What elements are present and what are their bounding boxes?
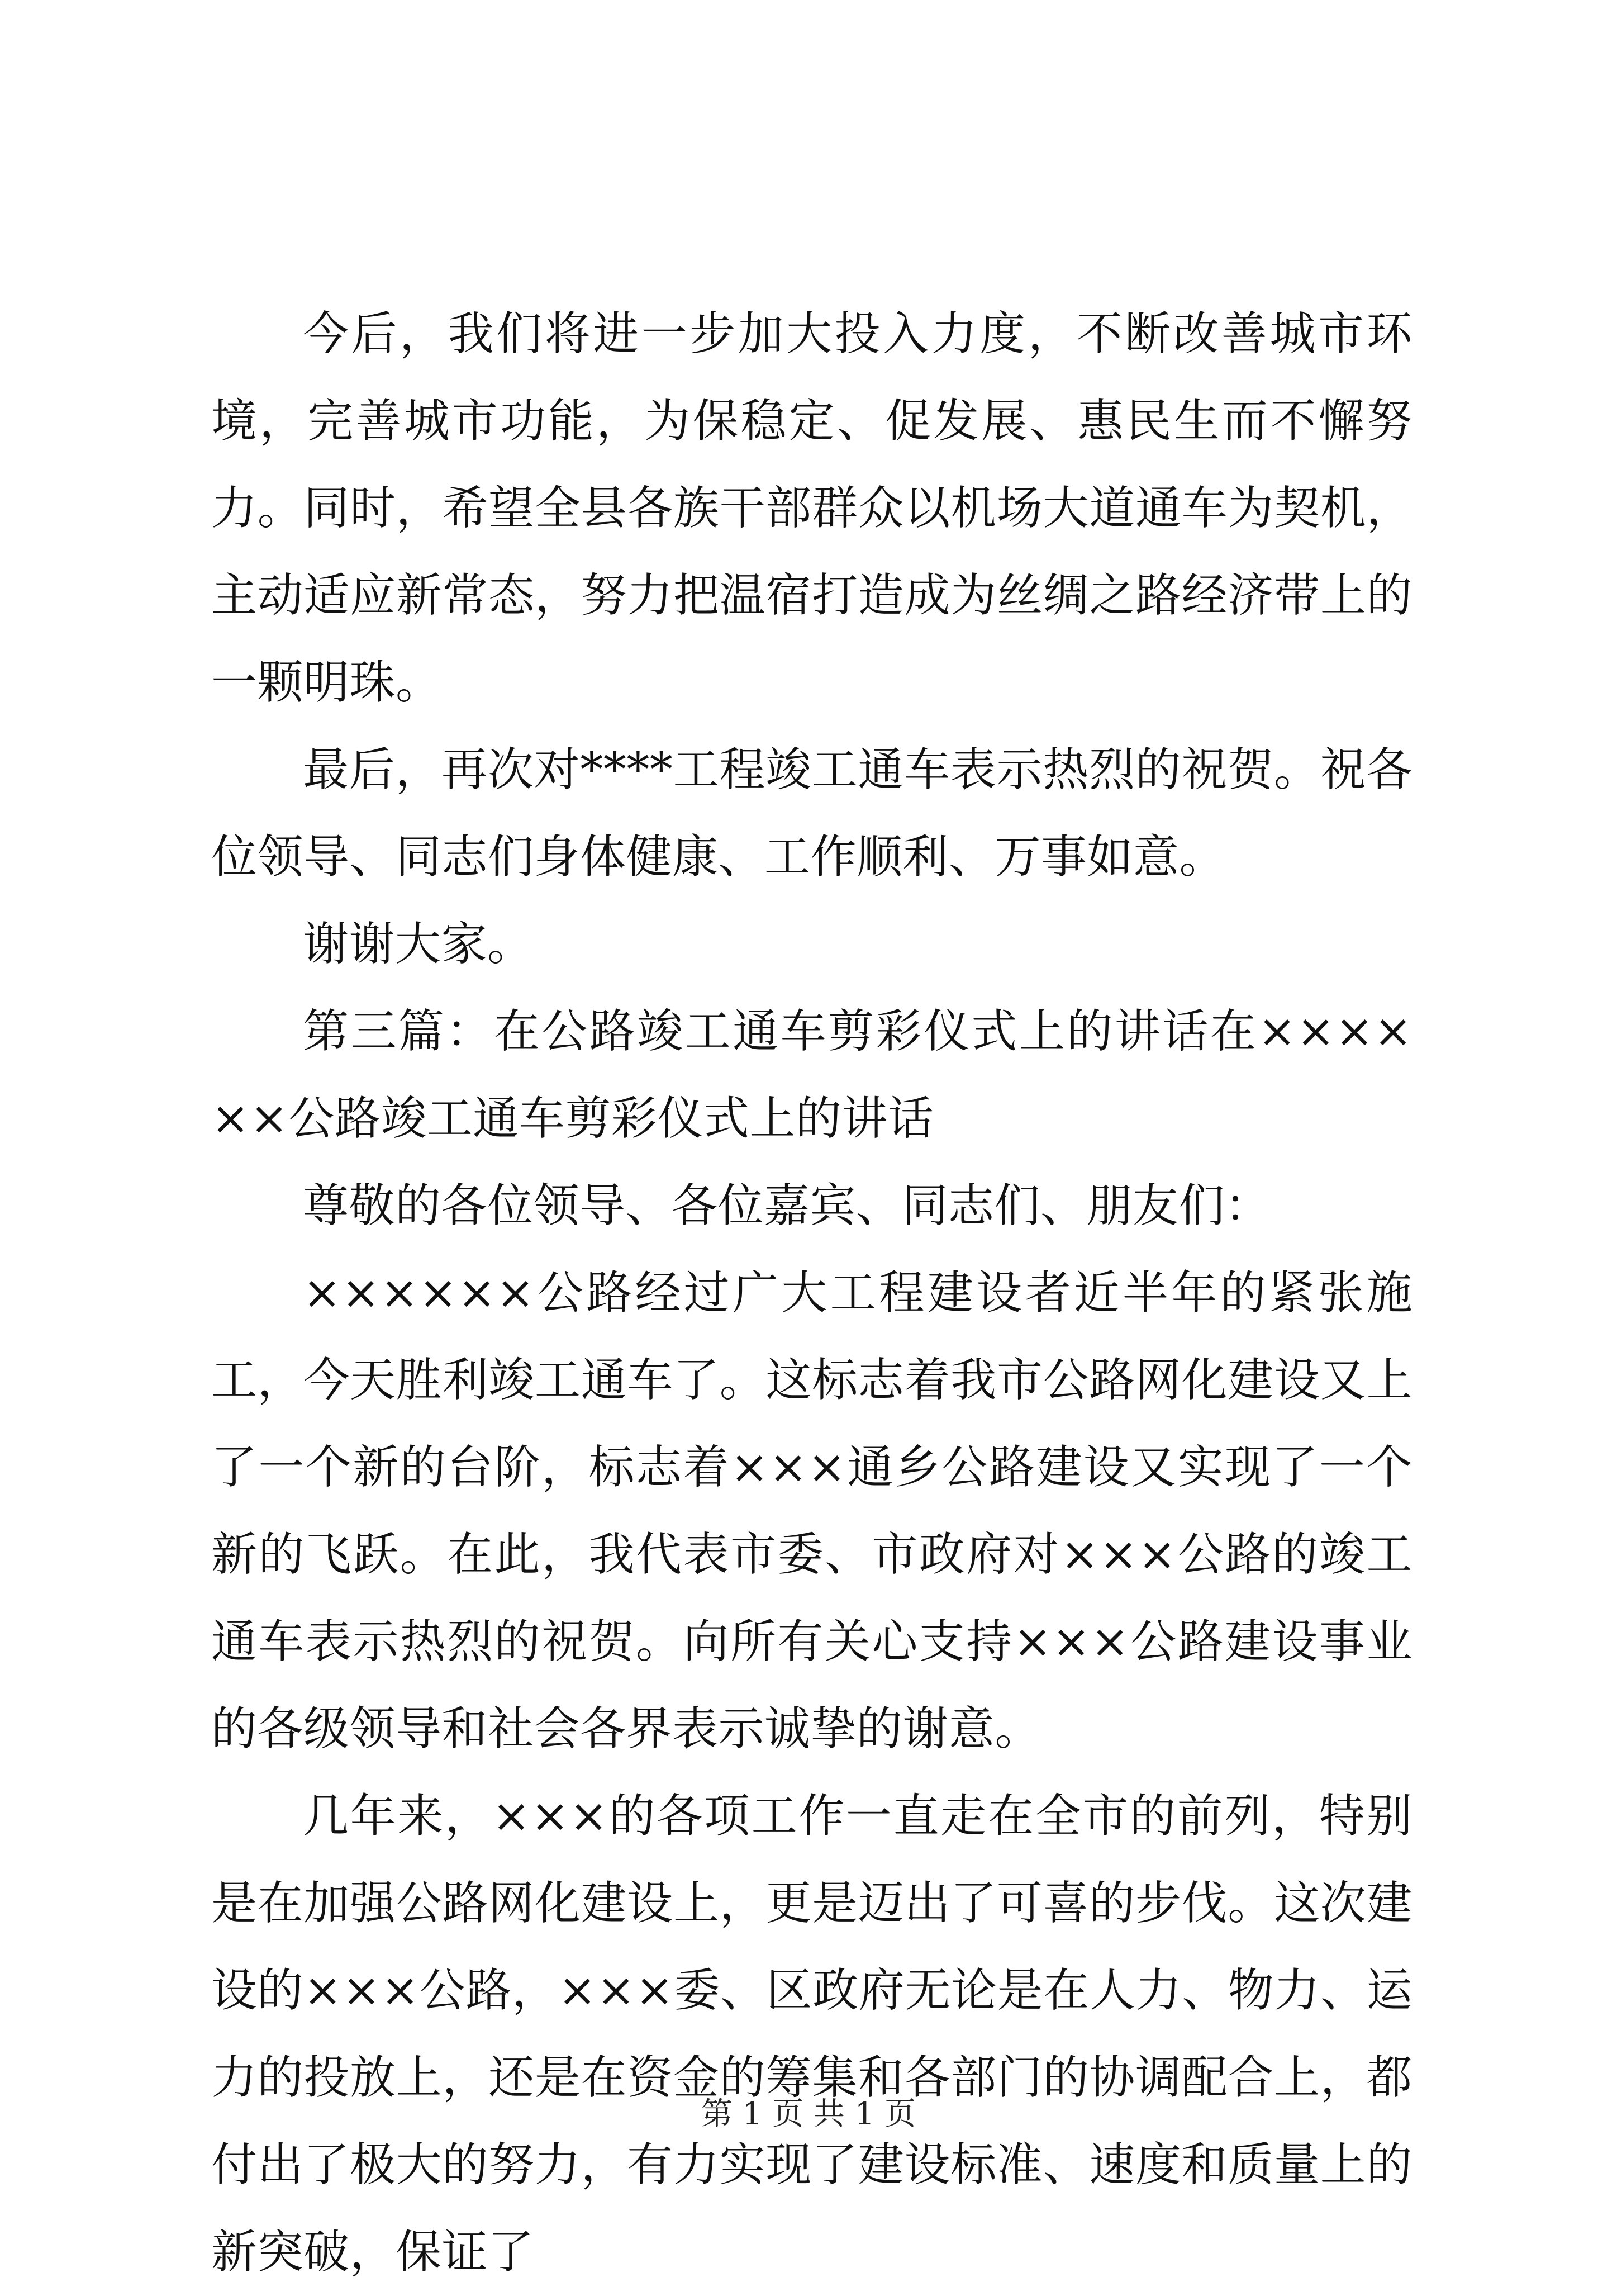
paragraph-opening: ××××××公路经过广大工程建设者近半年的紧张施工，今天胜利竣工通车了。这标志着我市公路网化建设又上了一个新的台阶，标志着×××通乡公路建设又实现了一个新的飞跃。在此，我代表市委、市政府对×××公路的竣工通车表示热烈的祝贺。向所有关心支持×××公路建设事业的各级领导和社会各界表示诚挚的谢意。 (211, 1266, 1413, 1756)
paragraph-congratulations: 最后，再次对****工程竣工通车表示热烈的祝贺。祝各位领导、同志们身体健康、工作顺利、万事如意。 (211, 743, 1413, 884)
page-number-footer: 第 1 页 共 1 页 (701, 2096, 916, 2132)
section-heading: 第三篇：在公路竣工通车剪彩仪式上的讲话在××××××公路竣工通车剪彩仪式上的讲话 (211, 1005, 1413, 1145)
paragraph-salutation: 尊敬的各位领导、各位嘉宾、同志们、朋友们： (303, 1179, 1271, 1232)
paragraph-closing-remarks: 今后，我们将进一步加大投入力度，不断改善城市环境，完善城市功能，为保稳定、促发展、惠民生而不懈努力。同时，希望全县各族干部群众以机场大道通车为契机，主动适应新常态，努力把温宿打造成为丝绸之路经济带上的一颗明珠。 (211, 307, 1413, 709)
paragraph-achievements: 几年来，×××的各项工作一直走在全市的前列，特别是在加强公路网化建设上，更是迈出了可喜的步伐。这次建设的×××公路，×××委、区政府无论是在人力、物力、运力的投放上，还是在资金的筹集和各部门的协调配合上，都付出了极大的努力，有力实现了建设标准、速度和质量上的新突破，保证了 (211, 1790, 1413, 2279)
paragraph-thanks: 谢谢大家。 (303, 918, 534, 971)
document-body (211, 291, 1413, 2296)
